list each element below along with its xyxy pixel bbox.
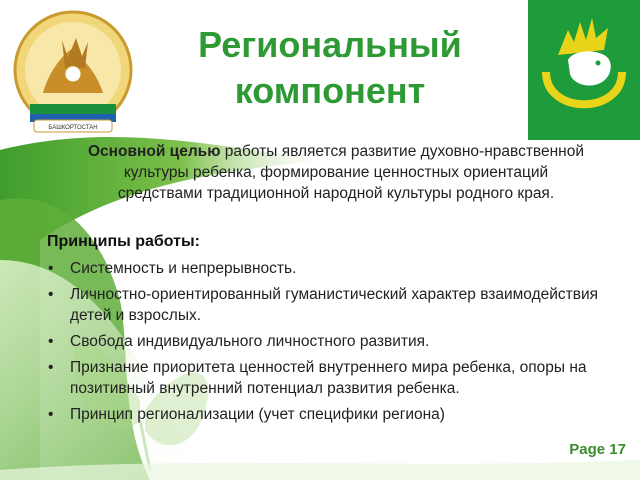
bullet-icon: • (48, 406, 54, 423)
intro-bold-lead: Основной целью (87, 143, 221, 160)
page-number: Page 17 (569, 441, 626, 458)
principle-text: Личностно-ориентированный гуманистический характер взаимодействия детей и взрослых. (70, 286, 599, 324)
principle-text: Признание приоритета ценностей внутреннего мира ребенка, опоры на позитивный внутренний потенциал развития ребенка. (70, 359, 587, 397)
principle-text: Системность и непрерывность. (70, 260, 297, 277)
principle-text: Свобода индивидуального личностного развития. (70, 333, 430, 350)
principle-text: Принцип регионализации (учет специфики региона) (70, 406, 445, 423)
emblem-banner-text: БАШКОРТОСТАН (48, 125, 98, 131)
list-item (44, 404, 604, 425)
principles-list (44, 258, 604, 430)
slide-title (150, 22, 510, 114)
bullet-icon: • (48, 333, 54, 350)
moose-flag-emblem (528, 0, 640, 140)
coat-of-arms-emblem (10, 8, 136, 138)
list-item (44, 284, 604, 326)
title-line-2: компонент (234, 70, 426, 111)
principles-heading: Принципы работы: (47, 233, 200, 250)
intro-paragraph (86, 141, 586, 204)
bullet-icon: • (48, 359, 54, 376)
bullet-icon: • (48, 260, 54, 277)
bullet-icon: • (48, 286, 54, 303)
title-line-1: Региональный (198, 24, 462, 65)
list-item (44, 331, 604, 352)
list-item (44, 357, 604, 399)
list-item (44, 258, 604, 279)
intro-text: работы является развитие духовно-нравственной культуры ребенка, формирование ценностных ориентаций средствами традиционной народной культуры родного края. (117, 143, 584, 202)
